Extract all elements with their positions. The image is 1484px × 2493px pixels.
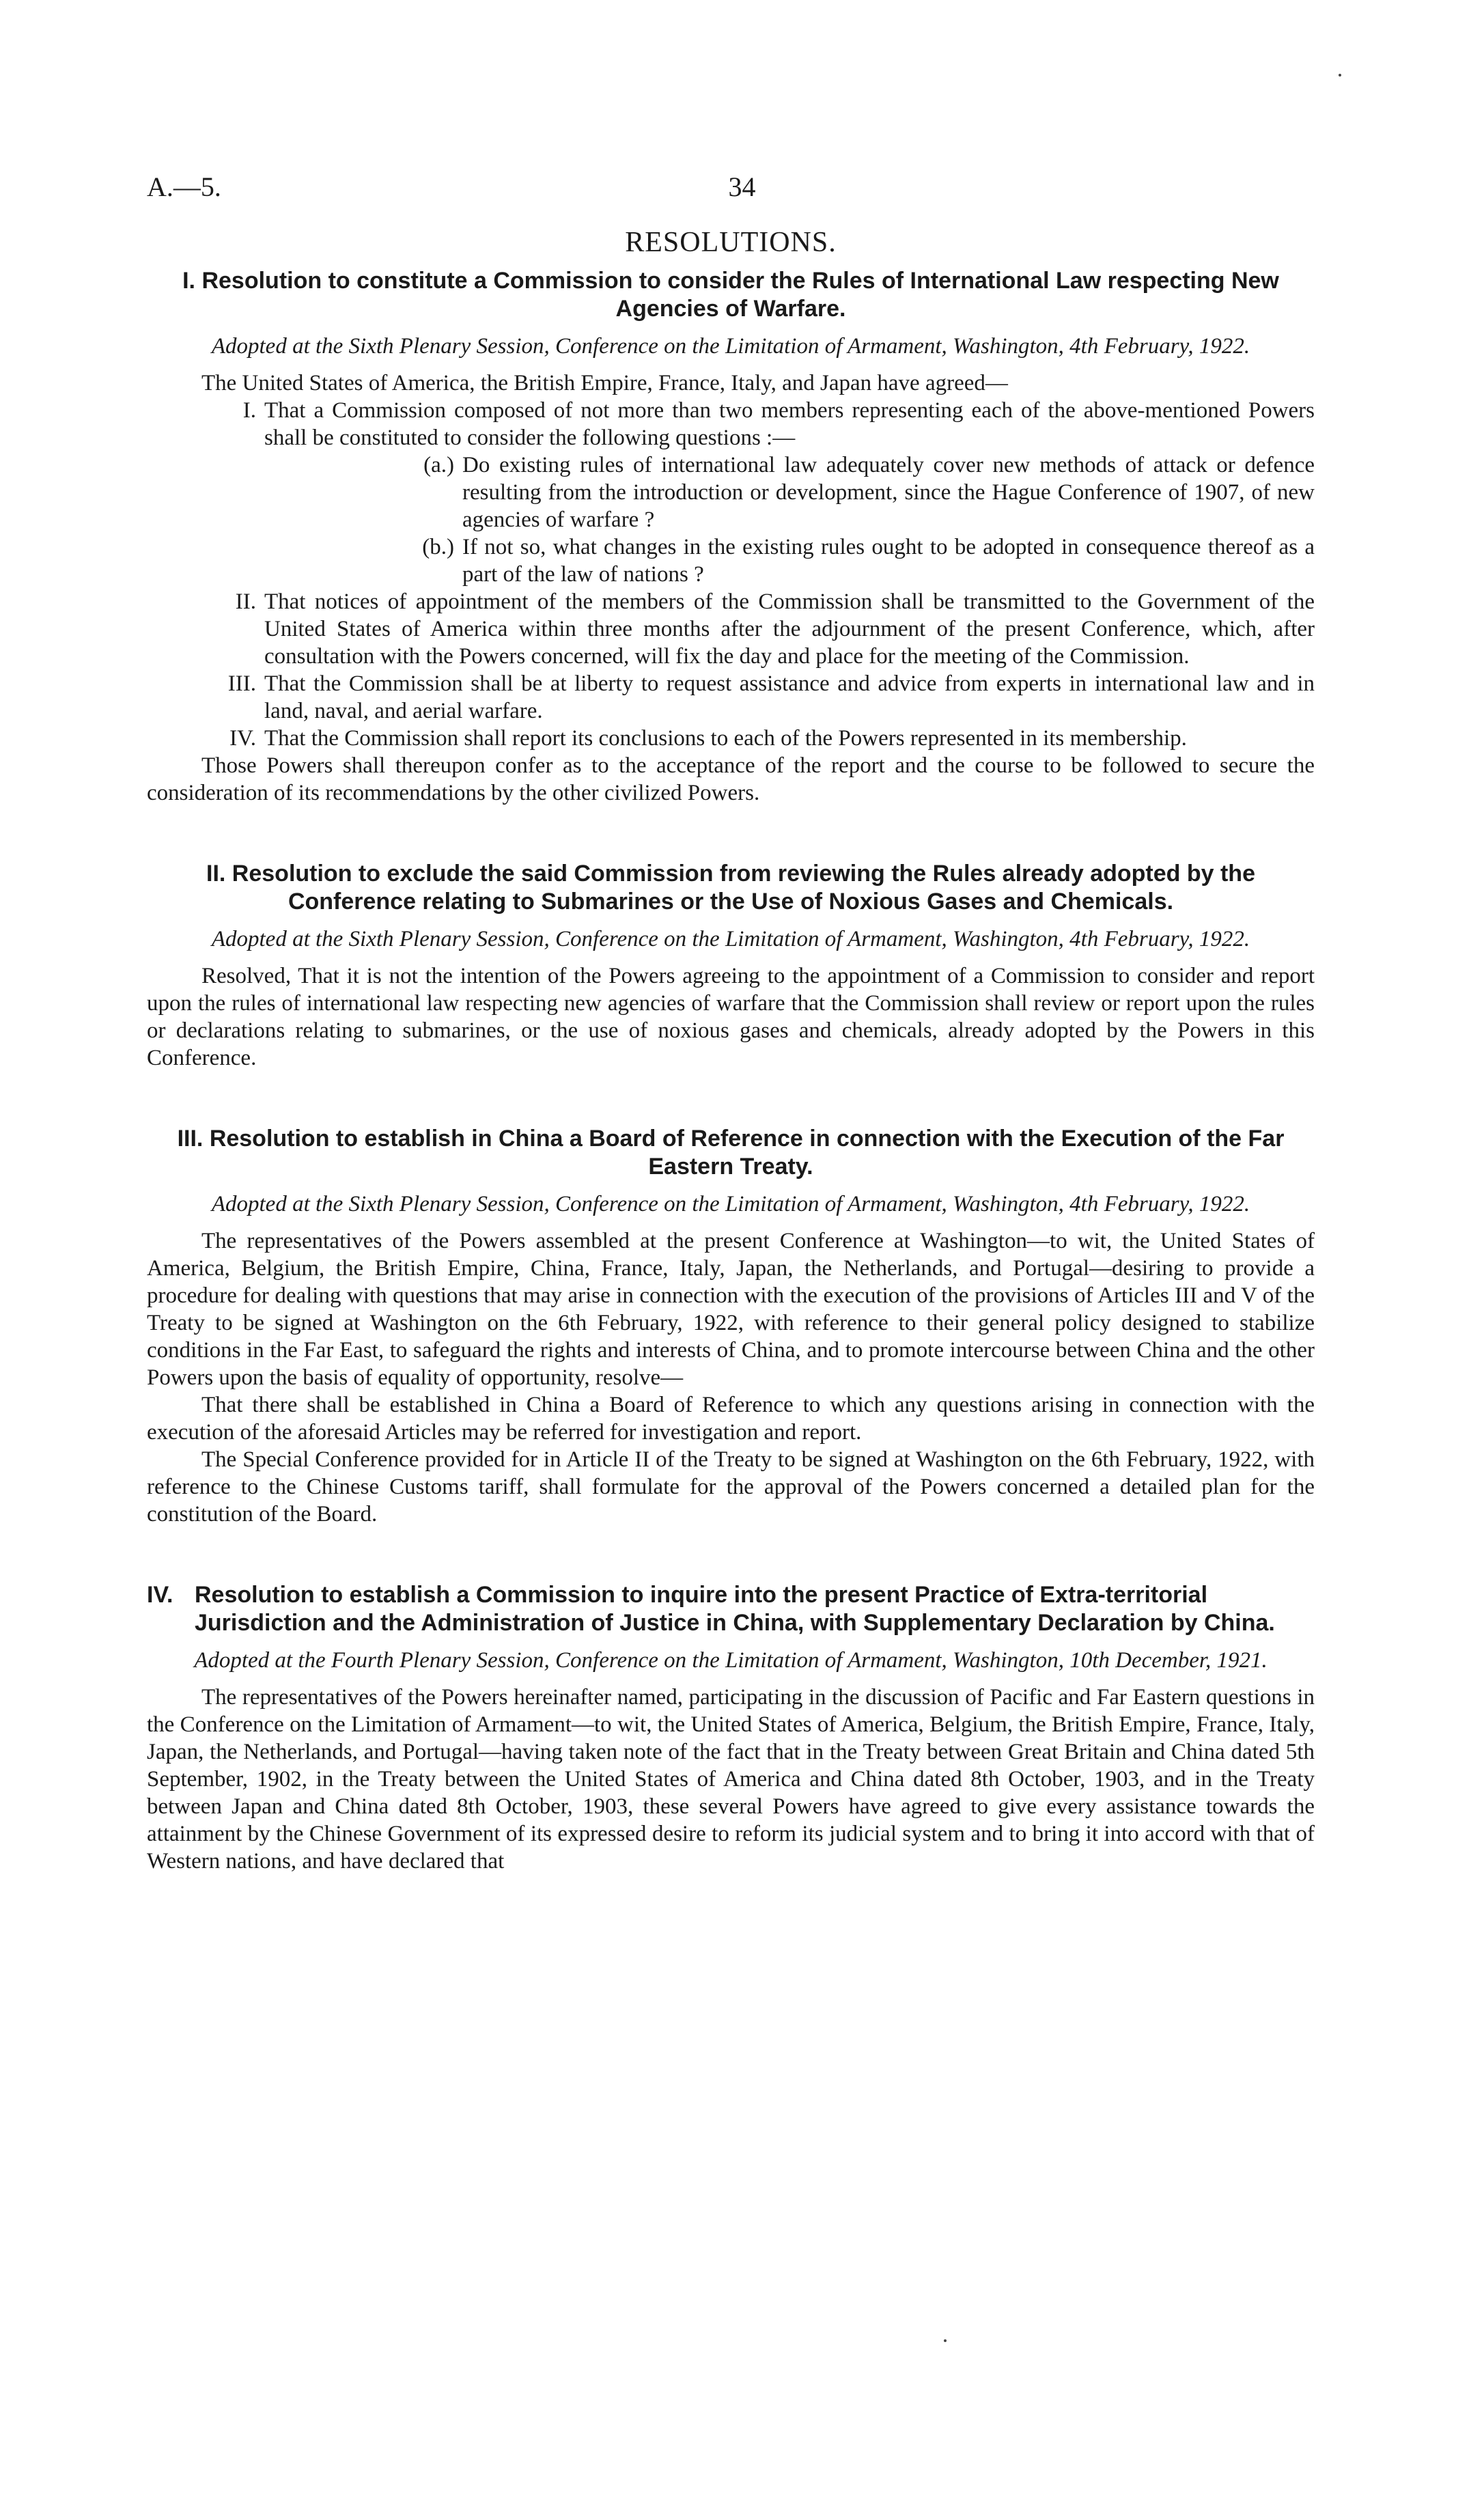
speck [1339,74,1341,76]
clause [147,397,1315,451]
paragraph: That there shall be established in China a Board of Reference to which any questions arising in connection with the execution of the aforesaid Articles may be referred for investigation and report. [147,1393,1315,1445]
page-number: 34 [728,171,756,202]
closing-paragraph: Those Powers shall thereupon confer as to the acceptance of the report and the course to be followed to secure the consideration of its recommendations by the other civilized Powers. [147,753,1315,805]
clause-text: That the Commission shall report its conclusions to each of the Powers represented in its membership. [264,726,1187,751]
resolution-2 [147,860,1315,1072]
resolution-number: IV. [147,1582,173,1608]
resolution-number: I. [182,268,196,294]
resolution-title [147,1125,1315,1181]
clause-label: (a.) [423,453,454,477]
sub-clause [147,451,1315,533]
resolution-title [147,1581,1315,1637]
resolution-heading: Resolution to establish a Commission to inquire into the present Practice of Extra-territorial Jurisdiction and the Administration of Justice in China, with Supplementary Declaration by China. [195,1582,1275,1636]
clause-text: That a Commission composed of not more than two members representing each of the above-mentioned Powers shall be constituted to consider the following questions :— [264,398,1315,450]
clause-text: If not so, what changes in the existing rules ought to be adopted in consequence thereof as a part of the law of nations ? [462,535,1315,587]
intro-paragraph: The United States of America, the British Empire, France, Italy, and Japan have agreed— [201,371,1008,395]
clause-label: I. [242,398,256,423]
clause-label: III. [227,671,256,696]
paragraph: Resolved, That it is not the intention of the Powers agreeing to the appointment of a Commission to consider and report upon the rules of international law respecting new agencies of warfare that the Commission shall review or report upon the rules or declarations relating to submarines, or the use of noxious gases and chemicals, already adopted by the Powers in this Conference. [147,964,1315,1070]
adoption-note: Adopted at the Fourth Plenary Session, Conference on the Limitation of Armament, Washington, 10th December, 1921. [194,1648,1268,1673]
document-reference: A.—5. [147,171,221,202]
clause [147,670,1315,725]
paragraph: The representatives of the Powers hereinafter named, participating in the discussion of Pacific and Far Eastern questions in the Conference on the Limitation of Armament—to wit, the United States of America, Belgium, the British Empire, France, Italy, Japan, the Netherlands, and Portugal—having taken note of the fact that in the Treaty between Great Britain and China dated 5th September, 1902, in the Treaty between the United States of America and China dated 8th October, 1903, and in the Treaty between Japan and China dated 8th October, 1903, these several Powers have agreed to give every assistance towards the attainment by the Chinese Government of its expressed desire to reform its judicial system and to bring it into accord with that of Western nations, and have declared that [147,1685,1315,1874]
sub-clause [147,533,1315,588]
clause [147,725,1315,752]
adoption-note: Adopted at the Sixth Plenary Session, Conference on the Limitation of Armament, Washington, 4th February, 1922. [211,334,1250,359]
adoption-note: Adopted at the Sixth Plenary Session, Conference on the Limitation of Armament, Washington, 4th February, 1922. [211,927,1250,951]
clause-label: IV. [229,726,256,751]
page-title: RESOLUTIONS. [625,227,837,258]
speck [944,2339,947,2342]
resolution-heading: Resolution to establish in China a Board of Reference in connection with the Execution of the Far Eastern Treaty. [209,1126,1285,1180]
page-body [147,229,1315,1875]
clause-text: That the Commission shall be at liberty to request assistance and advice from experts in international law and in land, naval, and aerial warfare. [264,671,1315,723]
clause-text: Do existing rules of international law adequately cover new methods of attack or defence resulting from the introduction or development, since the Hague Conference of 1907, of new agencies of warfare ? [462,453,1315,532]
clause-text: That notices of appointment of the members of the Commission shall be transmitted to the Government of the United States of America within three months after the adjournment of the present Conference, which, after consultation with the Powers concerned, will fix the day and place for the meeting of the Commission. [264,589,1315,669]
resolution-3 [147,1125,1315,1528]
resolution-heading: Resolution to exclude the said Commission from reviewing the Rules already adopted by the Conference relating to Submarines or the Use of Noxious Gases and Chemicals. [232,861,1255,915]
adoption-note: Adopted at the Sixth Plenary Session, Conference on the Limitation of Armament, Washington, 4th February, 1922. [211,1192,1250,1216]
resolution-4 [147,1581,1315,1875]
resolution-number: III. [177,1126,204,1152]
clause-label: II. [235,589,256,614]
resolution-heading: Resolution to constitute a Commission to consider the Rules of International Law respecting New Agencies of Warfare. [201,268,1279,322]
resolution-title [147,860,1315,916]
clause [147,588,1315,670]
resolution-title [147,267,1315,323]
resolution-number: II. [206,861,226,887]
resolution-1 [147,267,1315,807]
paragraph: The Special Conference provided for in Article II of the Treaty to be signed at Washington on the 6th February, 1922, with reference to the Chinese Customs tariff, shall formulate for the approval of the Powers concerned a detailed plan for the constitution of the Board. [147,1447,1315,1527]
clause-label: (b.) [422,535,454,559]
paragraph: The representatives of the Powers assembled at the present Conference at Washington—to wit, the United States of America, Belgium, the British Empire, China, France, Italy, Japan, the Netherlands, and Portugal—desiring to provide a procedure for dealing with questions that may arise in connection with the execution of the provisions of Articles III and V of the Treaty to be signed at Washington on the 6th February, 1922, with reference to their general policy designed to stabilize conditions in the Far East, to safeguard the rights and interests of China, and to promote intercourse between China and the other Powers upon the basis of equality of opportunity, resolve— [147,1229,1315,1390]
page-header [147,171,1337,212]
